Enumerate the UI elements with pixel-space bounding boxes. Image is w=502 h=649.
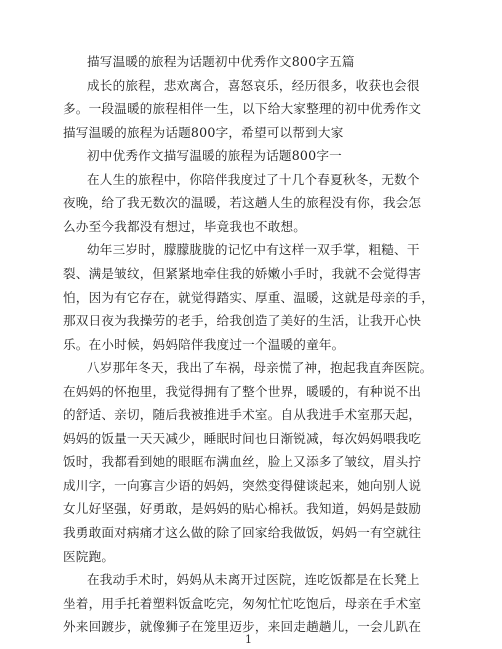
text-line: 医院跑。 xyxy=(63,549,115,564)
text-line: 坐着，用手托着塑料饭盒吃完，匆匆忙忙吃饱后，母亲在手术室 xyxy=(63,596,422,611)
section-heading: 初中优秀作文描写温暖的旅程为话题800字一 xyxy=(87,148,342,163)
text-line: 外来回踱步，就像狮子在笼里迈步，来回走趟趟儿，一会儿趴在 xyxy=(63,619,422,634)
text-line: 成长的旅程，悲欢离合，喜怒哀乐，经历很多，收获也会很 xyxy=(87,78,420,93)
text-line: 的舒适、亲切，随后我被推进手术室。自从我进手术室那天起， xyxy=(63,407,422,422)
text-line: 幼年三岁时，朦朦胧胧的记忆中有这样一双手掌，粗糙、干 xyxy=(87,242,420,257)
text-line: 在我动手术时，妈妈从未离开过医院，连吃饭都是在长凳上 xyxy=(87,572,420,587)
text-line: 裂、满是皱纹，但紧紧地牵住我的娇嫩小手时，我就不会觉得害 xyxy=(63,266,422,281)
text-line: 么办至今我都没有想过，毕竟我也不敢想。 xyxy=(63,219,307,234)
text-line: 在妈妈的怀抱里，我觉得拥有了整个世界，暖暖的，有种说不出 xyxy=(63,384,422,399)
text-line: 成川字，一向寡言少语的妈妈，突然变得健谈起来，她向别人说 xyxy=(63,478,422,493)
document-title: 描写温暖的旅程为话题初中优秀作文800字五篇 xyxy=(87,54,355,69)
text-line: 怕，因为有它存在，就觉得踏实、厚重、温暖，这就是母亲的手， xyxy=(63,290,435,305)
text-line: 我勇敢面对病痛才这么做的除了回家给我做饭，妈妈一有空就往 xyxy=(63,525,422,540)
text-line: 八岁那年冬天，我出了车祸，母亲慌了神，抱起我直奔医院。 xyxy=(87,360,433,375)
page-number: 1 xyxy=(245,633,252,646)
text-line: 乐。在小时候，妈妈陪伴我度过一个温暖的童年。 xyxy=(63,337,345,352)
text-line: 妈妈的饭量一天天减少，睡眠时间也日渐锐减，每次妈妈喂我吃 xyxy=(63,431,422,446)
text-line: 那双日夜为我操劳的老手，给我创造了美好的生活，让我开心快 xyxy=(63,313,422,328)
text-line: 在人生的旅程中，你陪伴我度过了十几个春夏秋冬，无数个 xyxy=(87,172,420,187)
text-line: 饭时，我都看到她的眼眶布满血丝，脸上又添多了皱纹，眉头拧 xyxy=(63,454,422,469)
text-line: 夜晚，给了我无数次的温暖，若这趟人生的旅程没有你，我会怎 xyxy=(63,195,422,210)
text-line: 描写温暖的旅程为话题800字，希望可以帮到大家 xyxy=(63,125,344,140)
text-line: 女儿好坚强，好勇敢，是妈妈的贴心棉袄。我知道，妈妈是鼓励 xyxy=(63,501,422,516)
text-line: 多。一段温暖的旅程相伴一生，以下给大家整理的初中优秀作文 xyxy=(63,101,422,116)
